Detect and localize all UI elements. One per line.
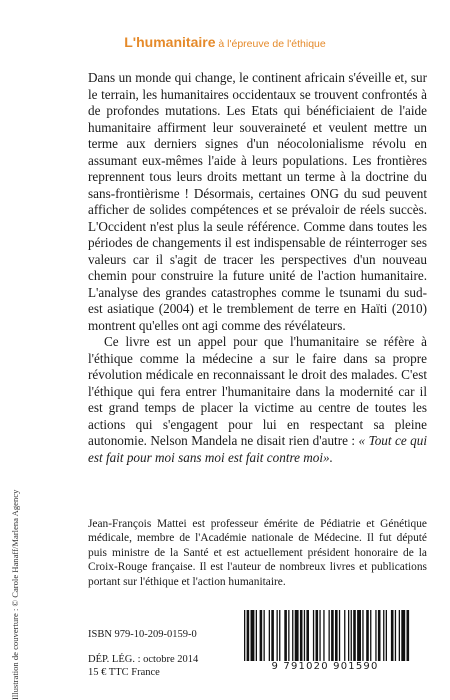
barcode-bar	[370, 610, 371, 662]
barcode-bar	[362, 610, 363, 662]
barcode-bar	[323, 610, 324, 662]
barcode-bar	[292, 610, 293, 662]
barcode-bar	[401, 610, 405, 662]
blurb-paragraph-2-text: Ce livre est un appel pour que l'humanitaire se réfère à l'éthique comme la médecine a sur le faire dans sa propre révolution médicale en reconnaissant le droit des malades. C'est l'éthique qui fera entrer l'humanitaire dans la modernité car il est grand temps de placer la victime au centre de toutes les actions qui s'engagent pour lui en respectant sa pleine autonomie. Nelson Mandela ne disait rien d'autre :	[88, 334, 427, 448]
barcode-bar	[383, 610, 384, 662]
barcode-bar	[316, 610, 319, 662]
barcode-digits: 9 791020 901590	[230, 661, 420, 672]
barcode-bar	[348, 610, 349, 662]
barcode-bar	[391, 610, 394, 662]
barcode-bar	[304, 610, 305, 662]
barcode-bar	[319, 610, 320, 662]
blurb-text	[88, 70, 427, 466]
isbn-text: ISBN 979-10-209-0159-0	[88, 629, 197, 640]
isbn-block	[88, 628, 197, 641]
barcode-bar	[306, 610, 309, 662]
legal-deposit: DÉP. LÉG. : octobre 2014	[88, 654, 199, 665]
author-bio	[88, 517, 427, 589]
barcode-bar	[256, 610, 257, 662]
barcode-bar	[339, 610, 340, 662]
barcode-bar	[331, 610, 334, 662]
mandela-quote: « Tout ce qui est fait pour moi sans moi est fait contre moi».	[88, 433, 427, 465]
barcode-bar	[313, 610, 314, 662]
author-bio-text: Jean-François Mattei est professeur émérite de Pédiatrie et Génétique médicale, membre de l'Académie nationale de Médecine. Il fut député puis ministre de la Santé et est actuellement président honoraire de la Croix-Rouge française. Il est l'auteur de nombreux livres et publications portant sur l'éthique et l'action humanitaire.	[88, 518, 427, 588]
legal-info	[88, 653, 198, 679]
barcode-bar	[295, 610, 299, 662]
barcode-bar	[288, 610, 289, 662]
barcode-bar	[344, 610, 345, 662]
barcode-bar	[407, 610, 410, 662]
barcode-bar	[264, 610, 265, 662]
barcode-bar	[284, 610, 287, 662]
barcode-bars	[230, 610, 420, 662]
barcode-bar	[277, 610, 278, 662]
barcode-bar	[269, 610, 270, 662]
barcode-bar	[244, 610, 245, 662]
barcode-bar	[353, 610, 356, 662]
cover-credit: Illustration de couverture : © Carole Hanaff/Marlena Agency	[10, 489, 20, 700]
barcode-bar	[260, 610, 263, 662]
blurb-paragraph-2	[88, 334, 427, 466]
barcode-bar	[375, 610, 376, 662]
barcode-bar	[357, 610, 361, 662]
title-subtitle: à l'épreuve de l'éthique	[215, 38, 326, 50]
barcode-bar	[378, 610, 381, 662]
price: 15 € TTC France	[88, 667, 160, 678]
barcode	[230, 610, 420, 674]
barcode-bar	[329, 610, 330, 662]
barcode-bar	[247, 610, 250, 662]
blurb-paragraph-1: Dans un monde qui change, le continent africain s'éveille et, sur le terrain, les humanitaires occidentaux se trouvent confrontés à de profondes mutations. Les Etats qui bénéficiaient de l'aide humanitaire affirment leur souveraineté et veulent mettre un terme aux derniers signes d'un néocolonialisme révolu en assumant eux-mêmes l'aide à leurs populations. Les frontières reprennent tous leurs droits mettant un terme à la doctrine du sans-frontièrisme ! Désormais, certaines ONG du sud peuvent afficher de solides compétences et se prévaloir de réels succès. L'Occident n'est plus la seule référence. Comme dans toutes les périodes de changements il est indispensable de réinterroger ses valeurs car il s'agit de tracer les perspectives d'un nouveau chemin pour construire la future unité de l'action humanitaire. L'analyse des grandes catastrophes comme le tsunami du sud-est asiatique (2004) et le tremblement de terre en Haïti (2010) montrent qu'elles ont agi comme des révélateurs.	[88, 70, 427, 333]
barcode-bar	[351, 610, 352, 662]
barcode-bar	[300, 610, 303, 662]
barcode-bar	[395, 610, 396, 662]
barcode-bar	[386, 610, 387, 662]
book-title	[0, 34, 450, 52]
title-main: L'humanitaire	[124, 34, 216, 50]
barcode-bar	[271, 610, 274, 662]
barcode-bar	[335, 610, 338, 662]
barcode-bar	[366, 610, 369, 662]
barcode-bar	[399, 610, 400, 662]
barcode-bar	[279, 610, 280, 662]
barcode-bar	[251, 610, 255, 662]
